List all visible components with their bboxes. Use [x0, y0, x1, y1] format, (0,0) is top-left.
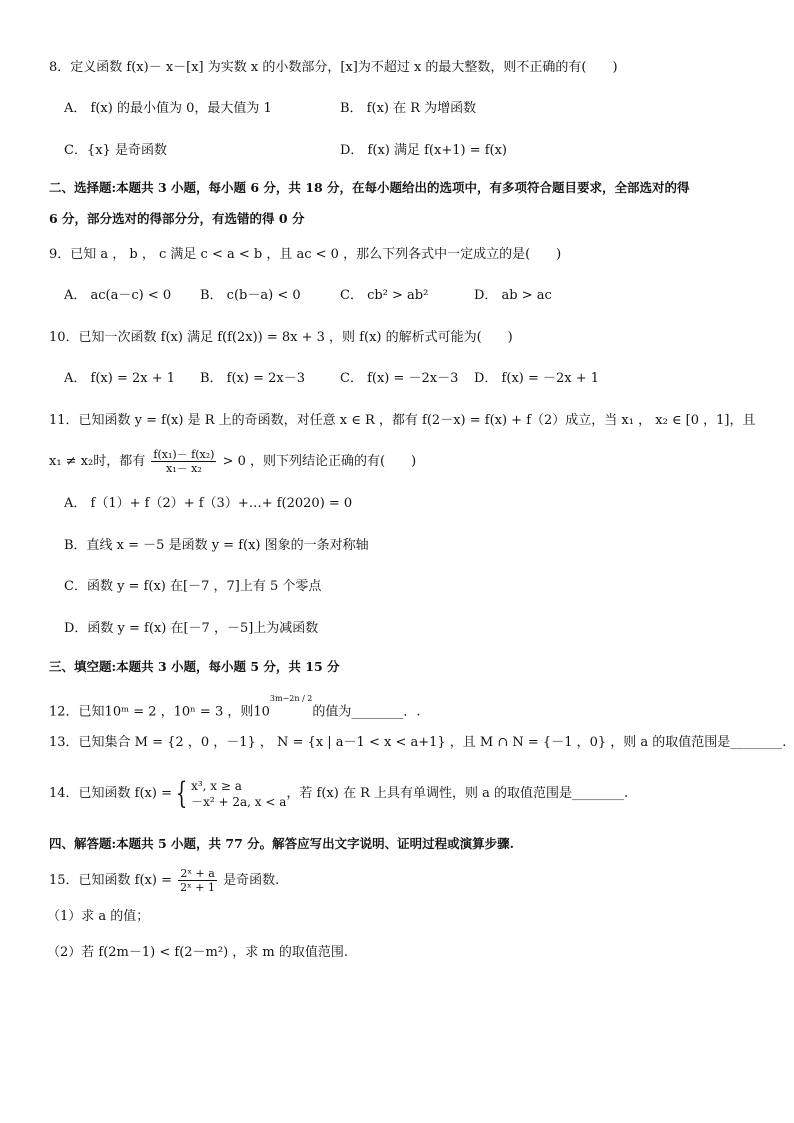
q9-option-b: B． c(b－a) < 0 [200, 288, 301, 303]
q11-fraction-numerator: f(x₁)－ f(x₂) [153, 448, 215, 461]
section-2-header-line1: 二、选择题:本题共 3 小题，每小题 6 分，共 18 分，在每小题给出的选项中，有多项符合题目要求，全部选对的得 [49, 180, 690, 195]
q8-stem: 8．定义函数 f(x)－ x－[x] 为实数 x 的小数部分，[x]为不超过 x 的最大整数，则不正确的有( ) [49, 60, 618, 75]
q14-left-brace: { [175, 775, 188, 811]
q14-case-2: －x² + 2a, x < a [191, 794, 287, 809]
q11-stem-line1: 11．已知函数 y = f(x) 是 R 上的奇函数，对任意 x ∈ R ，都有 f(2－x) = f(x) + f（2）成立，当 x₁ ， x₂ ∈ [0 ，1]，且 [49, 413, 756, 428]
section-4-header: 四、解答题:本题共 5 小题，共 77 分。解答应写出文字说明、证明过程或演算步骤. [49, 836, 514, 851]
q9-option-d: D． ab > ac [474, 288, 552, 303]
q15-fraction-denominator: 2ˣ + 1 [180, 881, 216, 894]
section-3-header: 三、填空题:本题共 3 小题，每小题 5 分，共 15 分 [49, 659, 340, 674]
q15-suffix: 是奇函数. [223, 873, 280, 888]
q14-prefix: 14．已知函数 f(x) = [49, 786, 172, 801]
q11-stem-prefix: x₁ ≠ x₂时，都有 [49, 454, 146, 469]
q11-stem-suffix: > 0 ，则下列结论正确的有( ) [222, 454, 417, 469]
q11-option-c: C．函数 y = f(x) 在[－7 ，7]上有 5 个零点 [64, 579, 322, 594]
q15-fraction-numerator: 2ˣ + a [178, 867, 217, 881]
q12-power-exponent: 3m−2n / 2 [269, 694, 313, 703]
q12-power-expression [253, 694, 313, 722]
q15-part-1: （1）求 a 的值； [47, 909, 150, 924]
q12-stem [49, 694, 421, 722]
q15-prefix: 15．已知函数 f(x) = [49, 873, 172, 888]
q12-power-base: 10 [253, 704, 270, 720]
q15-function-fraction [178, 867, 217, 894]
q14-piecewise-cases [191, 778, 286, 810]
q12-suffix: 的值为________．. [312, 704, 421, 720]
q8-option-c: C．{x} 是奇函数 [64, 143, 167, 158]
q8-option-d: D． f(x) 满足 f(x+1) = f(x) [340, 143, 508, 158]
q10-option-d: D． f(x) = －2x + 1 [474, 371, 600, 386]
q10-option-c: C． f(x) = －2x－3 [340, 371, 459, 386]
q10-option-b: B． f(x) = 2x－3 [200, 371, 306, 386]
q11-condition-fraction [151, 448, 216, 475]
q9-option-a: A． ac(a－c) < 0 [64, 288, 172, 303]
q11-stem-line2 [49, 448, 416, 475]
q13-stem: 13．已知集合 M = {2 ，0 ，－1} ， N = {x | a－1 < x < a+1} ，且 M ∩ N = {－1 ，0} ，则 a 的取值范围是________. [49, 735, 787, 750]
q8-option-b: B． f(x) 在 R 为增函数 [340, 101, 477, 116]
q10-option-a: A． f(x) = 2x + 1 [64, 371, 175, 386]
q14-stem [49, 774, 628, 814]
q9-option-c: C． cb² > ab² [340, 288, 429, 303]
q10-stem: 10．已知一次函数 f(x) 满足 f(f(2x)) = 8x + 3 ，则 f(x) 的解析式可能为( ) [49, 330, 513, 345]
q11-option-b: B．直线 x = －5 是函数 y = f(x) 图象的一条对称轴 [64, 538, 369, 553]
q15-part-2: （2）若 f(2m－1) < f(2－m²) ，求 m 的取值范围. [47, 945, 349, 960]
q12-prefix: 12．已知10ᵐ = 2 ，10ⁿ = 3 ，则 [49, 704, 254, 720]
q9-stem: 9．已知 a ， b ， c 满足 c < a < b ，且 ac < 0 ，那么下列各式中一定成立的是( ) [49, 247, 562, 262]
q14-case-1: x³, x ≥ a [191, 778, 242, 793]
section-2-header-line2: 6 分，部分选对的得部分分，有选错的得 0 分 [49, 211, 305, 226]
q11-option-d: D．函数 y = f(x) 在[－7 ，－5]上为减函数 [64, 621, 319, 636]
q8-option-a: A． f(x) 的最小值为 0，最大值为 1 [64, 101, 272, 116]
q15-stem [49, 866, 279, 896]
q14-suffix: ，若 f(x) 在 R 上具有单调性，则 a 的取值范围是________. [286, 786, 629, 801]
q11-fraction-denominator: x₁－ x₂ [166, 462, 202, 475]
q11-option-a: A． f（1）+ f（2）+ f（3）+…+ f(2020) = 0 [64, 496, 353, 511]
